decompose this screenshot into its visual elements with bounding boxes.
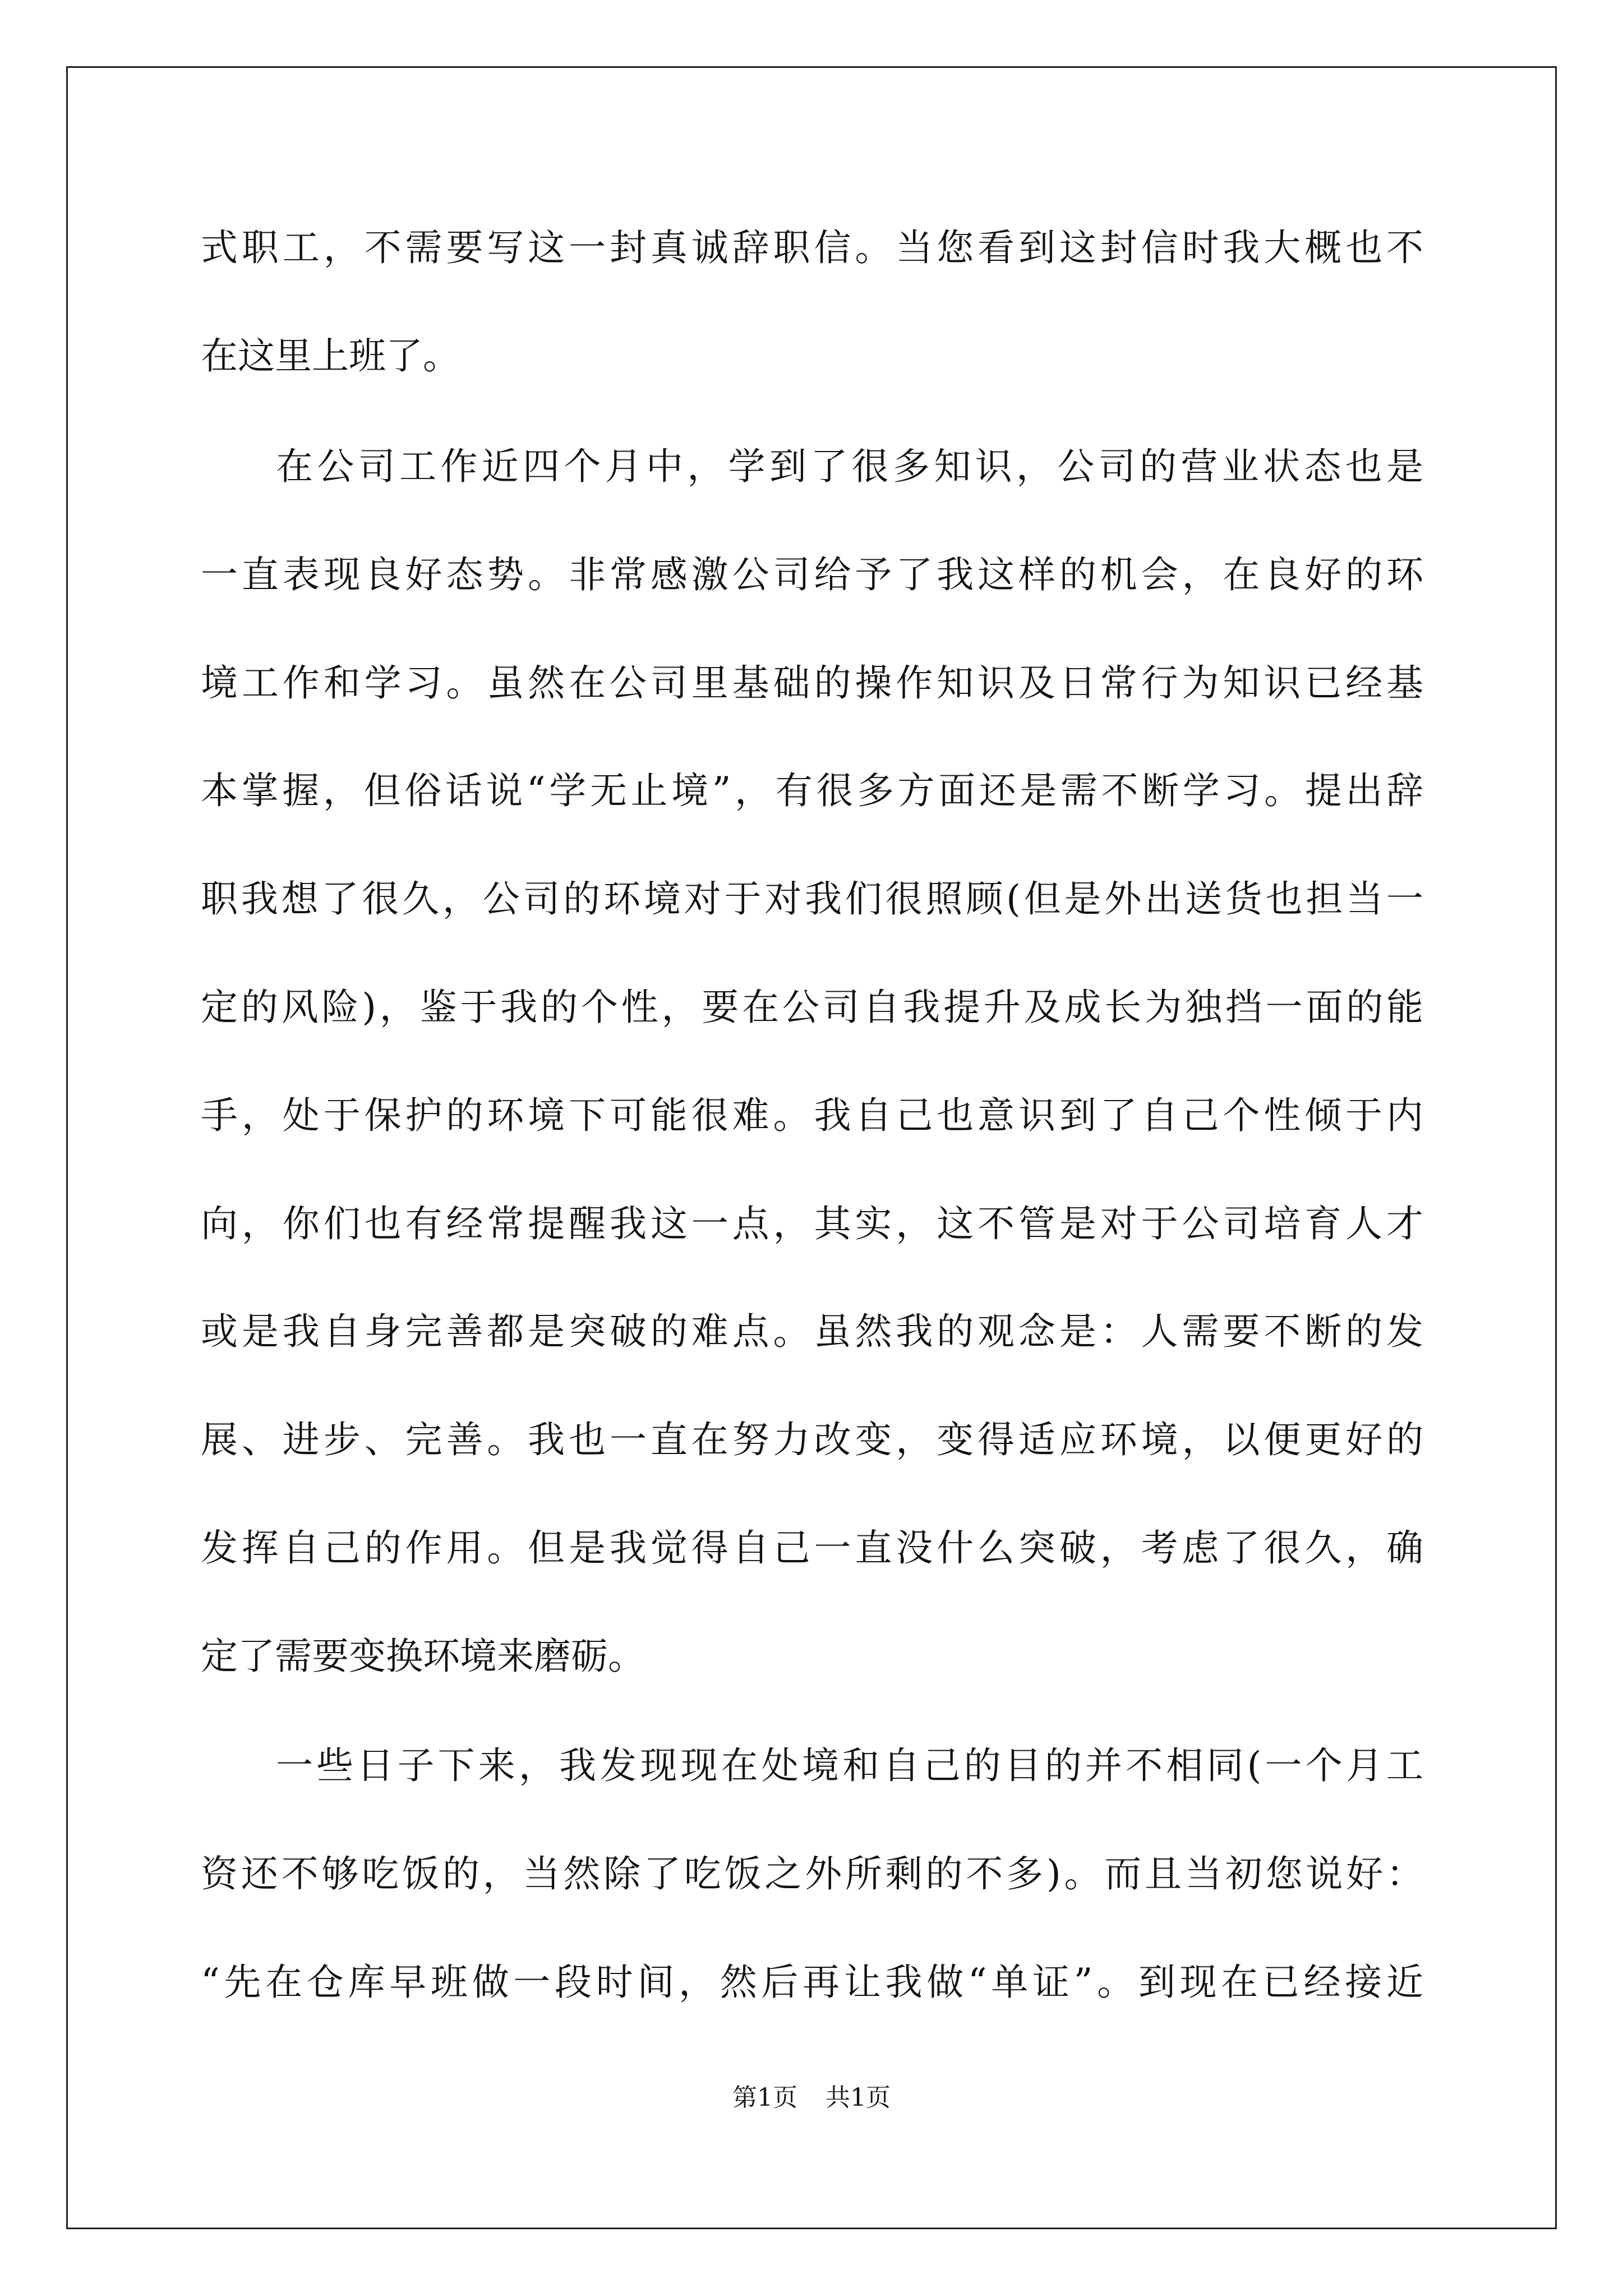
text-line: 一些日子下来，我发现现在处境和自己的目的并不相同(一个月工 xyxy=(276,1744,1423,1787)
text-line: 在公司工作近四个月中，学到了很多知识，公司的营业状态也是 xyxy=(276,445,1423,488)
text-line: 定了需要变换环境来磨砺。 xyxy=(201,1635,645,1678)
text-line: 手，处于保护的环境下可能很难。我自己也意识到了自己个性倾于内 xyxy=(201,1094,1423,1137)
page-number: 第1页 xyxy=(732,2083,797,2112)
text-line: 本掌握，但俗话说“学无止境”，有很多方面还是需不断学习。提出辞 xyxy=(201,769,1423,812)
page-footer xyxy=(0,2081,1623,2115)
text-line: 向，你们也有经常提醒我这一点，其实，这不管是对于公司培育人才 xyxy=(201,1202,1423,1245)
text-line: 定的风险)，鉴于我的个性，要在公司自我提升及成长为独挡一面的能 xyxy=(201,986,1423,1029)
text-line: 一直表现良好态势。非常感激公司给予了我这样的机会，在良好的环 xyxy=(201,553,1423,596)
text-line: “先在仓库早班做一段时间，然后再让我做“单证”。到现在已经接近 xyxy=(201,1961,1423,2004)
text-line: 职我想了很久，公司的环境对于对我们很照顾(但是外出送货也担当一 xyxy=(201,877,1423,921)
text-line: 发挥自己的作用。但是我觉得自己一直没什么突破，考虑了很久，确 xyxy=(201,1526,1423,1570)
text-line: 资还不够吃饭的，当然除了吃饭之外所剩的不多)。而且当初您说好： xyxy=(201,1852,1423,1895)
text-line: 式职工，不需要写这一封真诚辞职信。当您看到这封信时我大概也不 xyxy=(201,226,1423,269)
text-line: 境工作和学习。虽然在公司里基础的操作知识及日常行为知识已经基 xyxy=(201,661,1423,705)
text-line: 或是我自身完善都是突破的难点。虽然我的观念是：人需要不断的发 xyxy=(201,1310,1423,1353)
text-line: 展、进步、完善。我也一直在努力改变，变得适应环境，以便更好的 xyxy=(201,1418,1423,1461)
page-total: 共1页 xyxy=(826,2083,891,2112)
text-line: 在这里上班了。 xyxy=(201,334,460,378)
